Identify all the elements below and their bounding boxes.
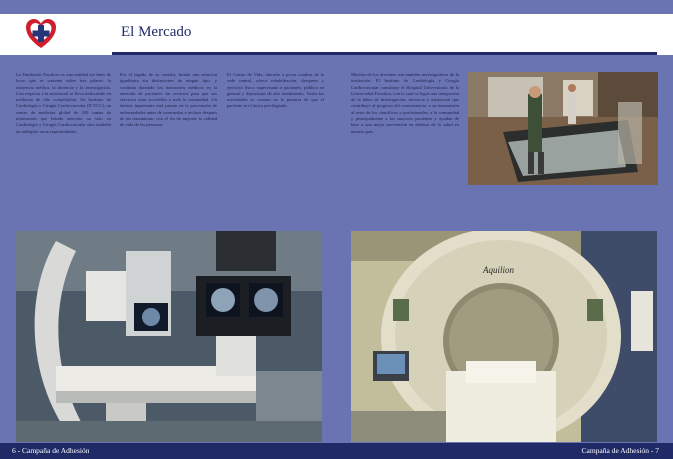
ct-scanner-photo — [351, 231, 657, 442]
text-column-4: Muchos de los docentes son también investigadores de la institución. El Instituto de Cardiología y Cirugía Cardiovascular constituye el Hospital Universitario de la Universidad Favaloro, con lo cual se logra una integración de la labor de investigación, docencia y asistencial que contribuye al progreso del conocimiento, a su transmisión al resto de los científicos y profesionales, a la comunidad y principalmente a los mayores pacientes y ayudan de base a una mejor prevención en defensa de la salud en nuestro país. — [351, 72, 459, 134]
top-band — [0, 0, 673, 14]
text-column-3: El Centro de Vida, ubicado a pocas cuadras de la sede central, ofrece rehabilitación, chequeos y ejercicio físico supervisado a pacientes, público en general y deportistas de alto rendimiento. Todas las actividades se centran en la premisa de que el paciente es el único privilegiado. — [227, 72, 324, 109]
title-underline — [112, 52, 657, 55]
lobby-escalator-photo — [468, 72, 658, 185]
page-header — [0, 14, 673, 55]
page-footer — [0, 443, 673, 459]
text-column-2: Por el legado de su creador, brinda una atención igualitaria sin distinciones de ningún tipo, y continúa donando los honorarios médicos en la atención de pacientes sin recursos para que sus servicios sean accesibles a toda la comunidad. Un énfasis importante está puesto en la prevención de enfermedades antes de contraerlas e incluso después de un tratamiento, con el fin de mejorar la calidad de vida de las personas. — [120, 72, 217, 128]
footer-right-page-number: Campaña de Adhesión - 7 — [581, 446, 659, 455]
scanner-brand-text: Aquilion — [483, 265, 514, 275]
cath-lab-photo — [16, 231, 322, 442]
heart-cross-logo — [24, 17, 58, 51]
footer-left-page-number: 6 - Campaña de Adhesión — [12, 446, 90, 455]
page-title: El Mercado — [121, 24, 192, 40]
text-column-1: La Fundación Favaloro es una entidad sin fines de lucro que se sustenta sobre tres pilares: la asistencia médica, la docencia y la investigación. Con respecto a la asistencial se lleva indiscutido en medicina de alta complejidad. Su Instituto de Cardiología y Cirugía Cardiovascular (ICYCC), un centro de medicina global de 209 camas de internación que brinda atención no solo en Cardiología y Cirugía Cardiovascular sino también en múltiples otras especialidades. — [16, 72, 111, 134]
